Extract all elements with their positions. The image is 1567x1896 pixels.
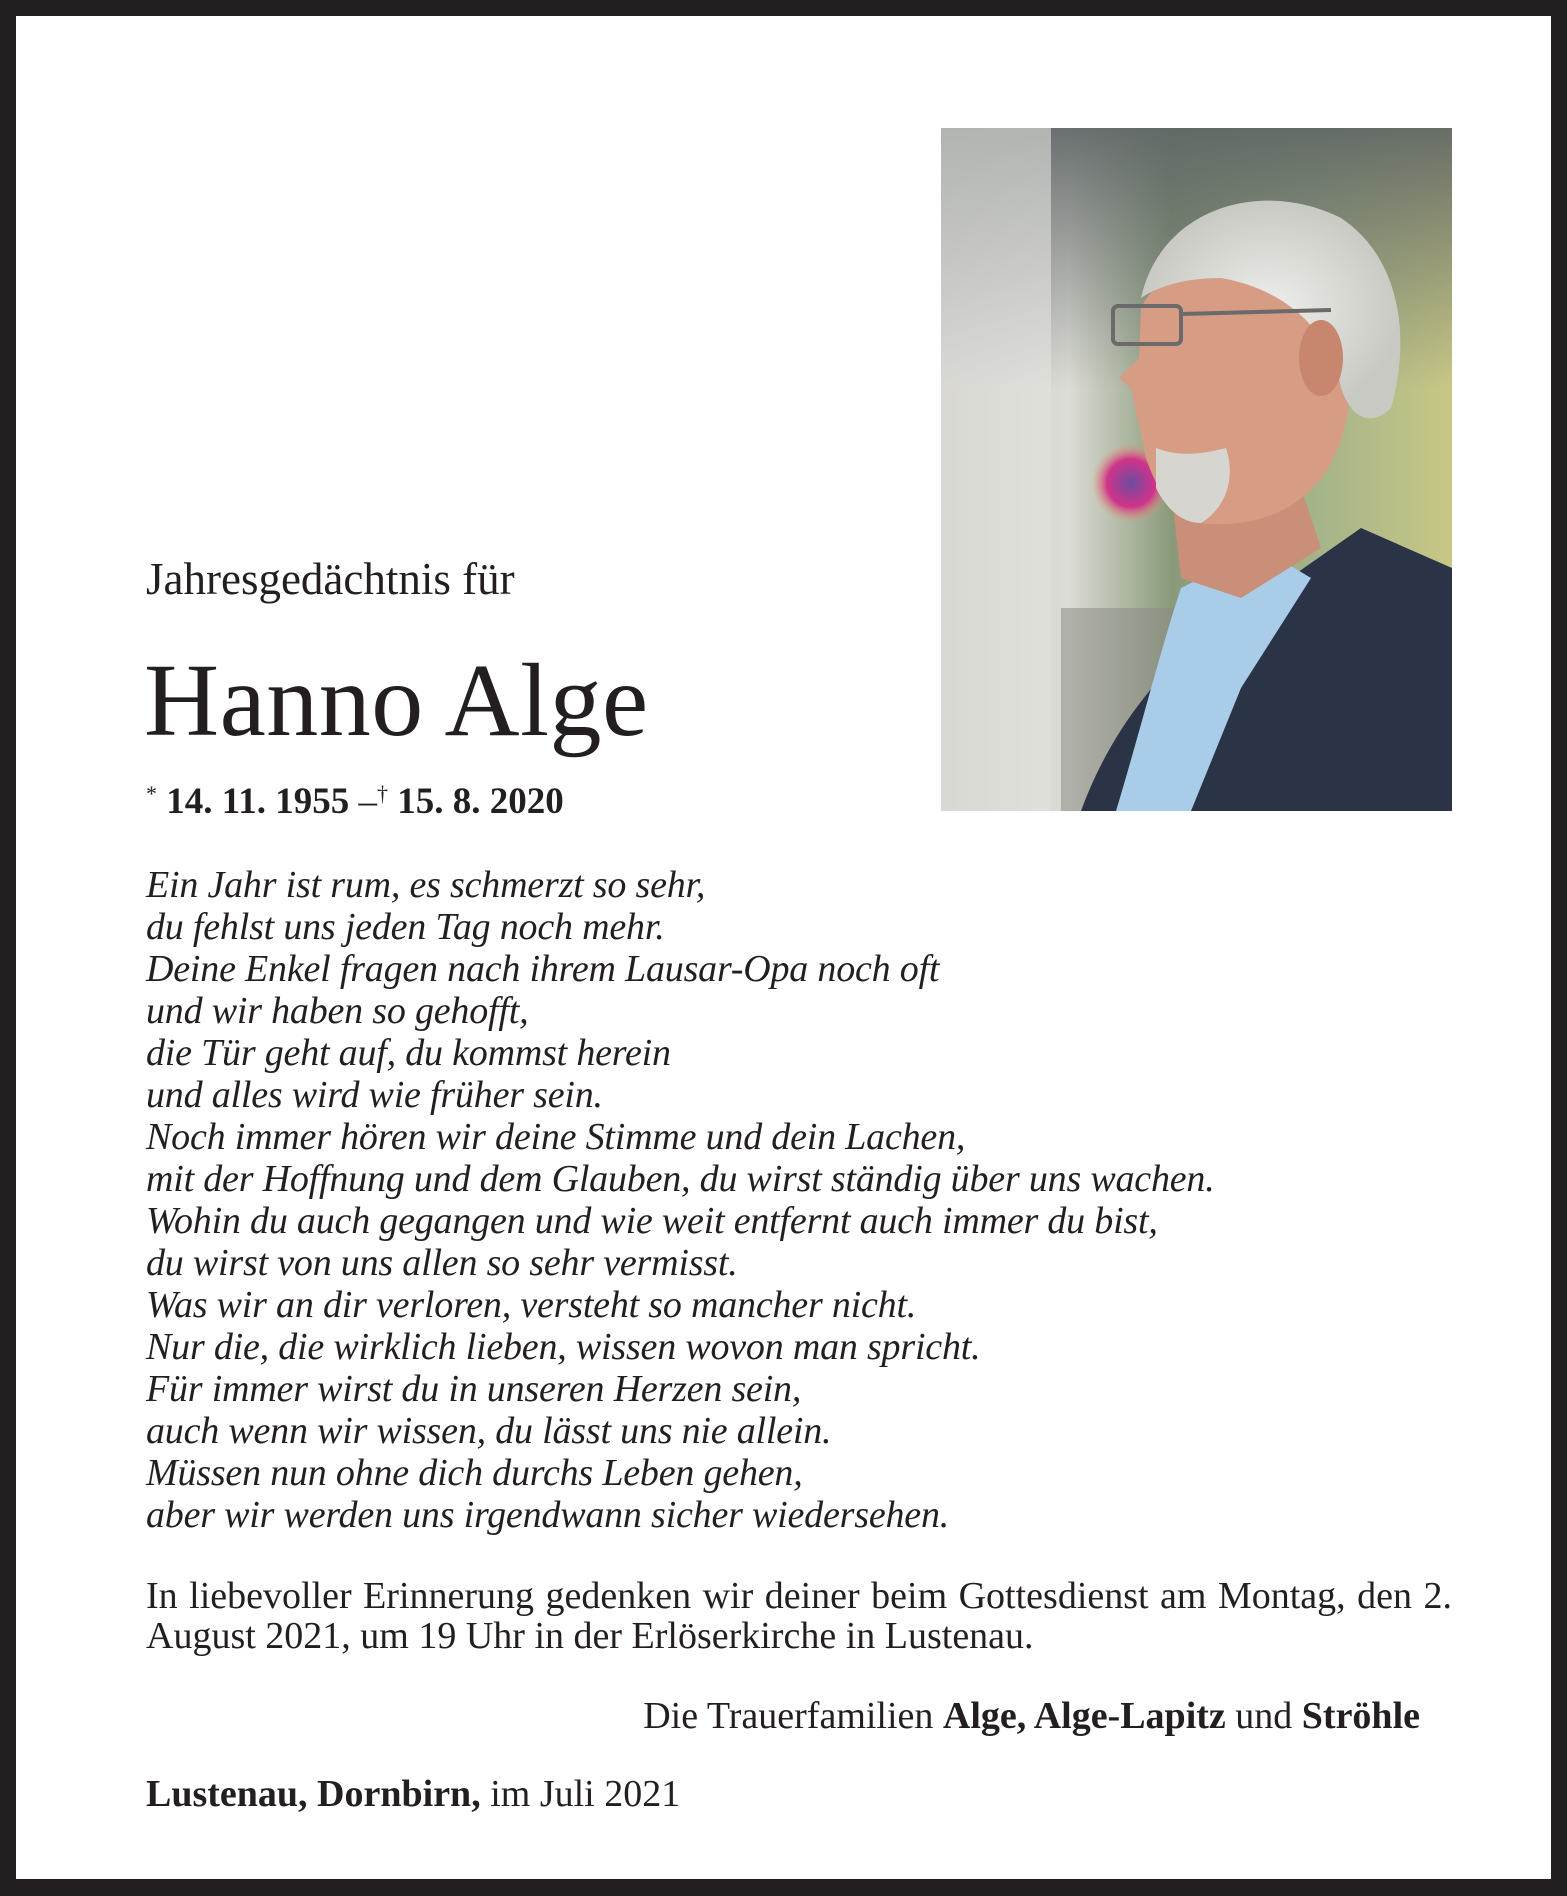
portrait-photo <box>941 128 1452 811</box>
poem-line: Noch immer hören wir deine Stimme und dein Lachen, <box>146 1116 966 1158</box>
signature-line <box>643 1694 1420 1738</box>
deceased-name: Hanno Alge <box>144 643 649 758</box>
date-separator: – <box>358 781 377 822</box>
notice-intro: Jahresgedächtnis für <box>146 554 515 604</box>
poem-line: auch wenn wir wissen, du lässt uns nie allein. <box>146 1410 832 1452</box>
poem-line: die Tür geht auf, du kommst herein <box>146 1032 671 1074</box>
obituary-notice <box>16 16 1551 1879</box>
poem-line: mit der Hoffnung und dem Glauben, du wirst ständig über uns wachen. <box>146 1158 1215 1200</box>
poem-line: Ein Jahr ist rum, es schmerzt so sehr, <box>146 864 706 906</box>
birth-date: 14. 11. 1955 <box>166 781 350 822</box>
places: Lustenau, Dornbirn, <box>146 1773 481 1815</box>
service-announcement: In liebevoller Erinnerung gedenken wir deiner beim Gottesdienst am Montag, den 2. August 2021, um 19 Uhr in der Erlöserkirche in Lustenau. <box>146 1575 1452 1657</box>
poem-line: und wir haben so gehofft, <box>146 990 529 1032</box>
poem-line: Deine Enkel fragen nach ihrem Lausar-Opa noch oft <box>146 948 940 990</box>
poem-line: Müssen nun ohne dich durchs Leben gehen, <box>146 1452 803 1494</box>
family-names-2: Ströhle <box>1301 1695 1420 1737</box>
signature-joiner: und <box>1235 1695 1293 1737</box>
notice-date: im Juli 2021 <box>490 1773 681 1815</box>
signature-prefix: Die Trauerfamilien <box>643 1695 934 1737</box>
poem-line: du wirst von uns allen so sehr vermisst. <box>146 1242 738 1284</box>
poem-line: aber wir werden uns irgendwann sicher wiedersehen. <box>146 1494 950 1536</box>
death-symbol: † <box>376 781 388 806</box>
portrait-photo-icon <box>941 128 1452 811</box>
death-date: 15. 8. 2020 <box>397 781 564 822</box>
life-dates <box>146 772 564 824</box>
poem-line: Für immer wirst du in unseren Herzen sein, <box>146 1368 802 1410</box>
poem <box>146 864 1215 1536</box>
poem-line: du fehlst uns jeden Tag noch mehr. <box>146 906 665 948</box>
family-names-1: Alge, Alge-Lapitz <box>942 1695 1226 1737</box>
poem-line: Wohin du auch gegangen und wie weit entfernt auch immer du bist, <box>146 1200 1158 1242</box>
poem-line: und alles wird wie früher sein. <box>146 1074 603 1116</box>
poem-line: Nur die, die wirklich lieben, wissen wovon man spricht. <box>146 1326 981 1368</box>
poem-line: Was wir an dir verloren, versteht so mancher nicht. <box>146 1284 917 1326</box>
birth-symbol: * <box>146 781 157 806</box>
place-date-line <box>146 1772 680 1816</box>
